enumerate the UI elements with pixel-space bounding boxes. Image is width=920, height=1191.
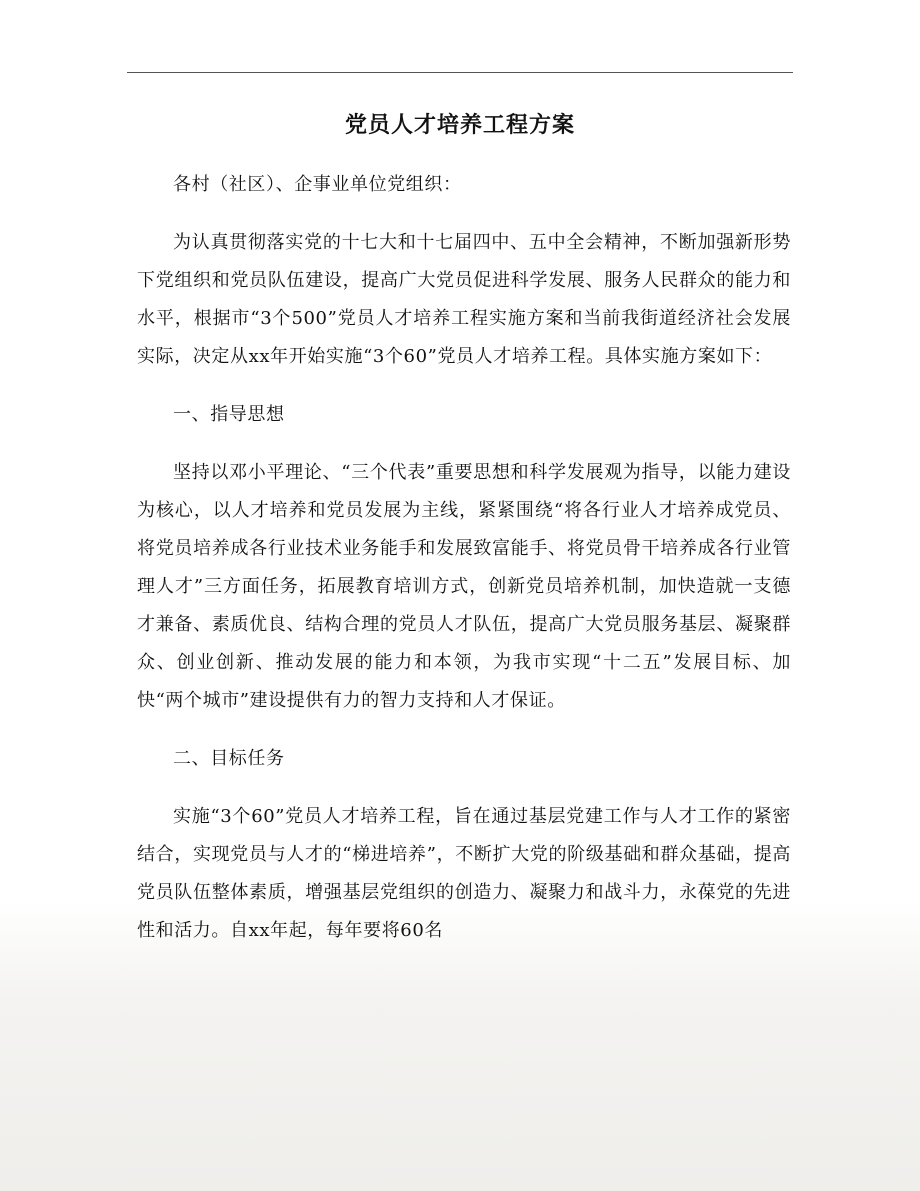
- section-heading-guiding-ideology: 一、指导思想: [173, 404, 285, 425]
- goals-tasks-paragraph: 实施“3个60”党员人才培养工程，旨在通过基层党建工作与人才工作的紧密结合，实现党员与人才的“梯进培养”，不断扩大党的阶级基础和群众基础，提高党员队伍整体素质，增强基层党组织的创造力、凝聚力和战斗力，永葆党的先进性和活力。自xx年起，每年要将60名: [137, 806, 791, 941]
- intro-paragraph: 为认真贯彻落实党的十七大和十七届四中、五中全会精神，不断加强新形势下党组织和党员队伍建设，提高广大党员促进科学发展、服务人民群众的能力和水平，根据市“3个500”党员人才培养工程实施方案和当前我街道经济社会发展实际，决定从xx年开始实施“3个60”党员人才培养工程。具体实施方案如下：: [137, 232, 791, 367]
- document-body: [137, 166, 791, 970]
- document-title: 党员人才培养工程方案: [344, 113, 575, 138]
- salutation: 各村（社区）、企事业单位党组织：: [173, 174, 462, 195]
- guiding-ideology-paragraph: 坚持以邓小平理论、“三个代表”重要思想和科学发展观为指导，以能力建设为核心，以人才培养和党员发展为主线，紧紧围绕“将各行业人才培养成党员、将党员培养成各行业技术业务能手和发展致富能手、将党员骨干培养成各行业管理人才”三方面任务，拓展教育培训方式，创新党员培养机制，加快造就一支德才兼备、素质优良、结构合理的党员人才队伍，提高广大党员服务基层、凝聚群众、创业创新、推动发展的能力和本领，为我市实现“十二五”发展目标、加快“两个城市”建设提供有力的智力支持和人才保证。: [137, 462, 791, 711]
- header-rule: [127, 72, 793, 73]
- section-heading-goals-tasks: 二、目标任务: [173, 748, 285, 769]
